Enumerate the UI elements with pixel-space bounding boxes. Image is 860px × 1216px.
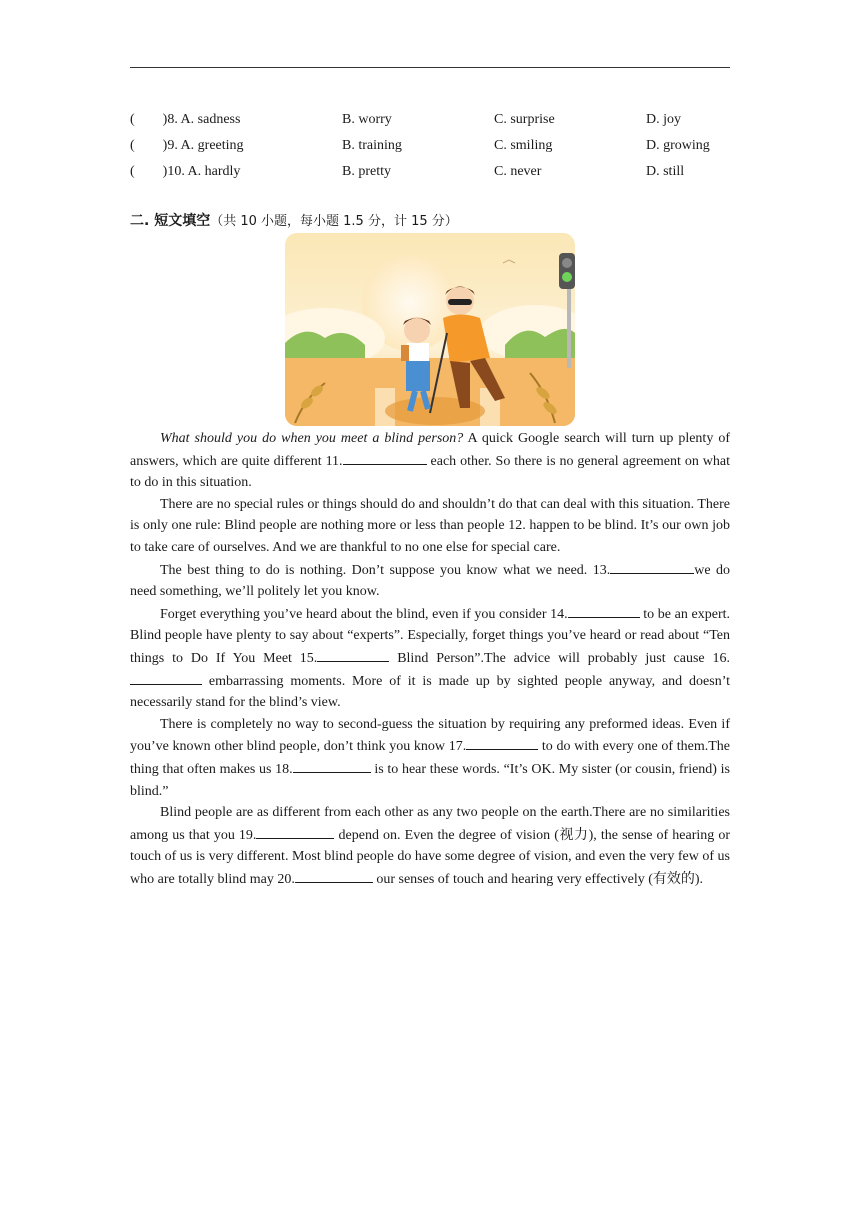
header-rule <box>130 67 730 68</box>
option-c: C. smiling <box>494 138 553 153</box>
option-c: C. surprise <box>494 112 555 127</box>
question-10-a: ( )10. A. hardly <box>130 164 241 179</box>
question-9-a: ( )9. A. greeting <box>130 138 244 153</box>
illustration-blind-man-with-boy <box>285 233 575 426</box>
option-b: B. worry <box>342 112 392 127</box>
section-heading <box>130 211 458 232</box>
option-b: B. training <box>342 138 402 153</box>
blank-13[interactable] <box>610 559 694 574</box>
blank-17[interactable] <box>466 735 538 750</box>
section-note: （共 10 小题，每小题 1.5 分，计 15 分） <box>210 214 458 229</box>
blank-16[interactable] <box>130 670 202 685</box>
paragraph-1: What should you do when you meet a blind person? A quick Google search will turn up plenty of answers, which are quite different 11. each other. So there is no general agreement on what to do in this situation. <box>130 431 730 491</box>
blank-14[interactable] <box>568 603 640 618</box>
option-row-10 <box>130 162 730 188</box>
option-d: D. still <box>646 164 685 179</box>
section-title: 二. 短文填空 <box>130 213 211 229</box>
passage-opening-question: What should you do when you meet a blind person? <box>160 431 464 446</box>
option-row-9 <box>130 136 730 162</box>
blank-20[interactable] <box>295 868 373 883</box>
question-8-a: ( )8. A. sadness <box>130 112 241 127</box>
paragraph-4: Forget everything you’ve heard about the blind, even if you consider 14. to be an expert. Blind people have plenty to say about “experts”. Especially, forget things you’ve heard or read about “Ten things to Do If You Meet 15. Blind Person”.The advice will probably just cause 16. embarrassing moments. More of it is made up by sighted people anyway, and doesn’t necessarily stand for the blind’s view. <box>130 603 730 714</box>
passage <box>130 428 730 890</box>
option-d: D. joy <box>646 112 681 127</box>
paragraph-5: There is completely no way to second-guess the situation by requiring any preformed ideas. Even if you’ve known other blind people, don’t think you know 17. to do with every one of them.The thing that often makes us 18. is to hear these words. “It’s OK. My sister (or cousin, friend) is blind.” <box>130 716 730 799</box>
paragraph-6: Blind people are as different from each other as any two people on the earth.There are no similarities among us that you 19. depend on. Even the degree of vision (视力), the sense of hearing or touch of us is very different. Most blind people do have some degree of vision, and even the very few of us who are totally blind may 20. our senses of touch and hearing very effectively (有效的). <box>130 805 731 887</box>
paragraph-2: There are no special rules or things should do and shouldn’t do that can deal with this situation. There is only one rule: Blind people are nothing more or less than people 12. happen to be blind. It’s our own job to take care of ourselves. And we are thankful to no one else for special care. <box>130 496 730 555</box>
illustration-svg <box>285 233 575 426</box>
blank-11[interactable] <box>343 450 427 465</box>
blank-19[interactable] <box>256 824 334 839</box>
paragraph-3: The best thing to do is nothing. Don’t suppose you know what we need. 13. we do need something, we’ll politely let you know. <box>130 559 730 603</box>
option-b: B. pretty <box>342 164 391 179</box>
option-d: D. growing <box>646 138 710 153</box>
options-table <box>130 110 730 188</box>
option-row-8 <box>130 110 730 136</box>
blank-15[interactable] <box>317 647 389 662</box>
blank-18[interactable] <box>293 758 371 773</box>
option-c: C. never <box>494 164 542 179</box>
